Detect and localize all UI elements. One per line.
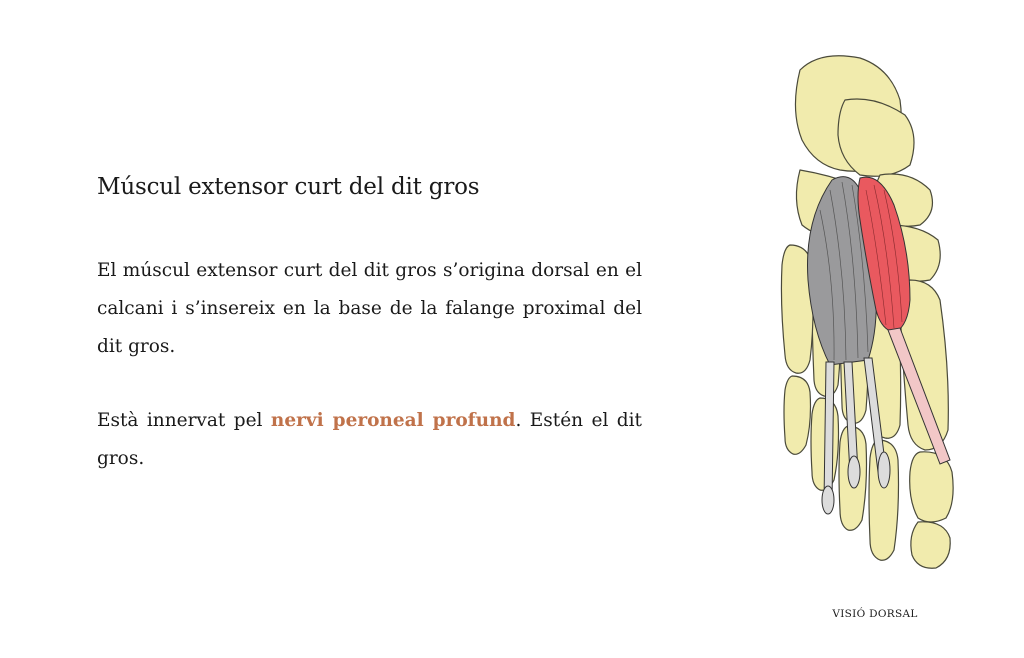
- text-column: [97, 170, 642, 478]
- description-paragraph: El múscul extensor curt del dit gros s’origina dorsal en el calcani i s’insereix en la base de la falange proximal del dit gros.: [97, 260, 642, 357]
- toe-5-phalanges: [784, 376, 811, 454]
- tendon-toe-4: [824, 362, 834, 502]
- page-title: Múscul extensor curt del dit gros: [97, 174, 480, 200]
- big-toe-phalanx-proximal: [910, 452, 953, 522]
- innervation-paragraph: [97, 402, 642, 478]
- nerve-link[interactable]: nervi peroneal profund: [270, 410, 516, 431]
- foot-illustration: [760, 40, 990, 580]
- innervation-text-before: Està innervat pel: [97, 410, 271, 431]
- talus-bone: [838, 99, 914, 176]
- innervation-text-after: . Estén el dit gros.: [97, 410, 642, 469]
- figure-caption: VISIÓ DORSAL: [832, 608, 918, 620]
- big-toe-phalanx-distal: [911, 522, 950, 568]
